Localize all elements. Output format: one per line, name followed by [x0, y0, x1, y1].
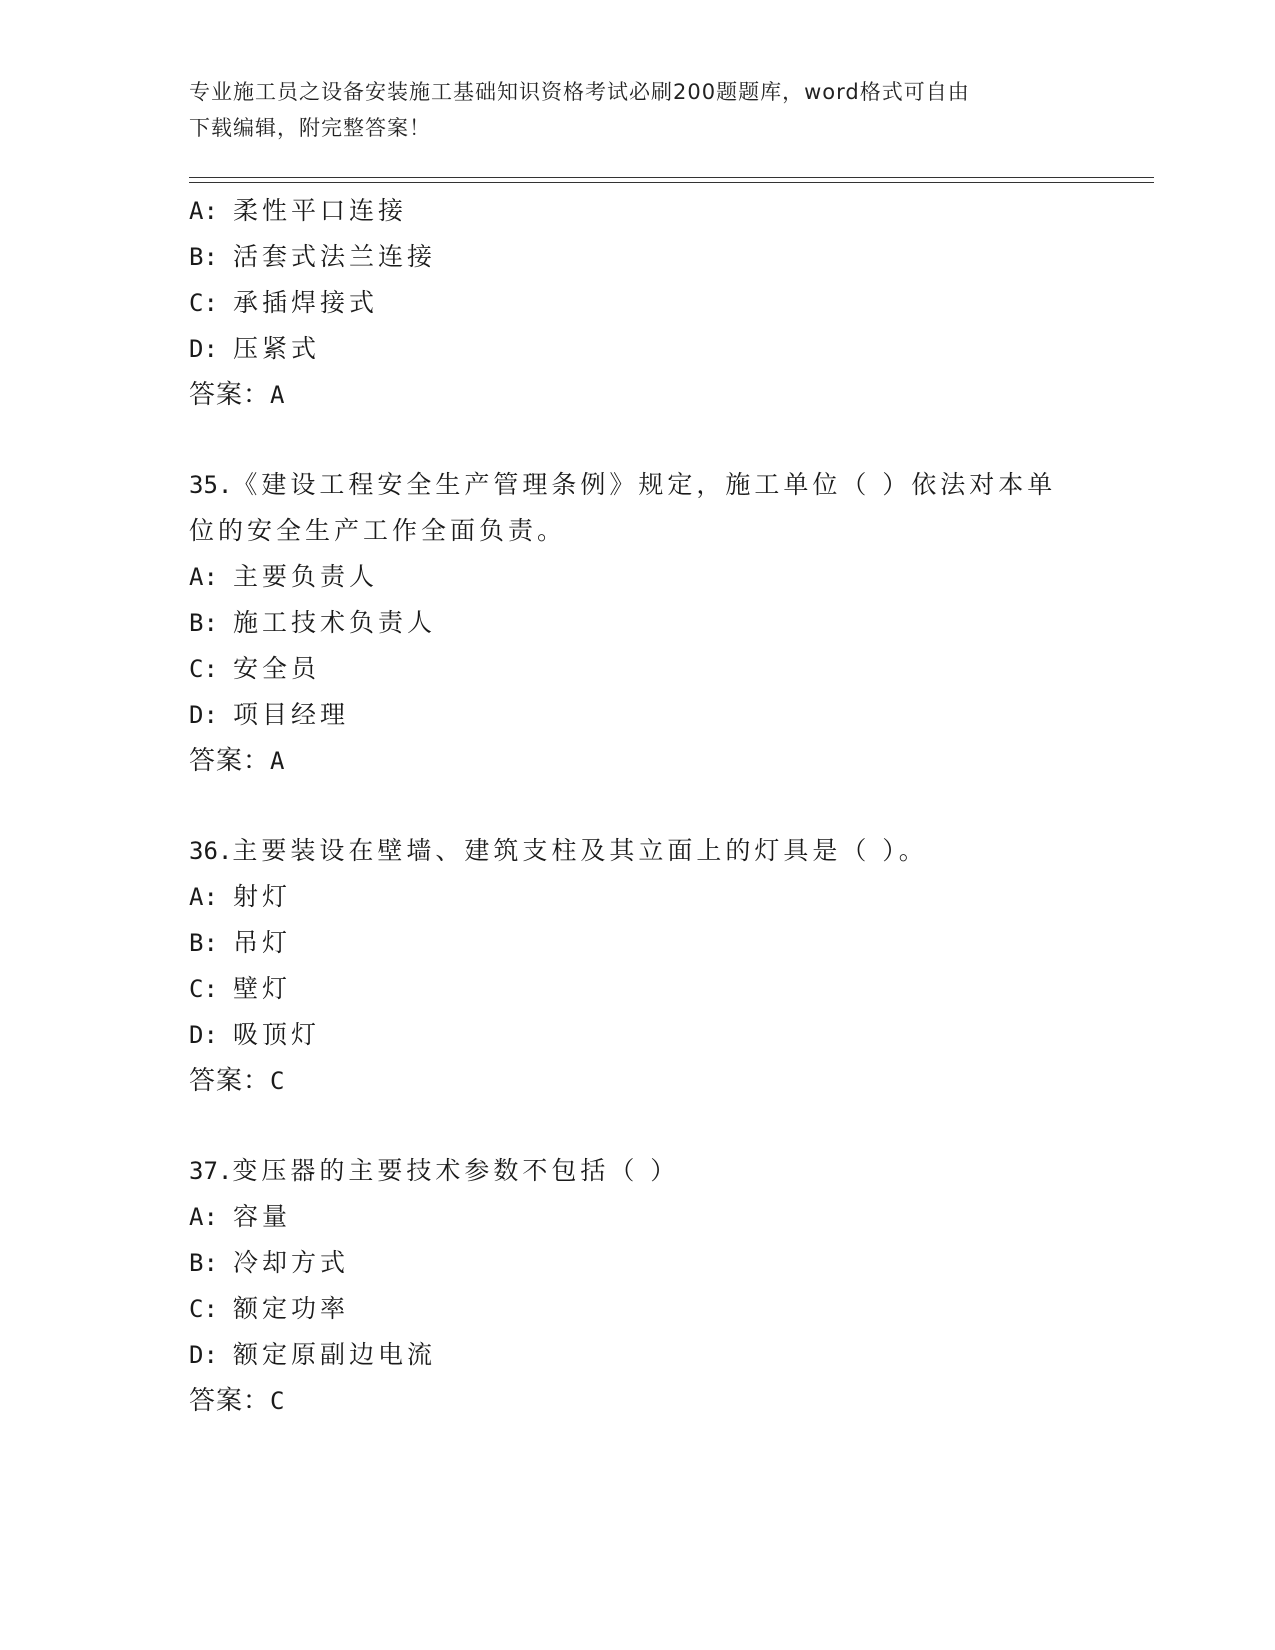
answer-label: 答案：: [189, 746, 271, 776]
option-text: 吊灯: [233, 928, 292, 957]
document-header: [189, 74, 1089, 146]
option-text: 额定功率: [233, 1294, 350, 1323]
option-a: [189, 554, 1089, 600]
option-text: 承插焊接式: [233, 288, 379, 317]
option-text: 额定原副边电流: [233, 1340, 437, 1369]
question-stem: [189, 828, 1089, 874]
option-text: 安全员: [233, 654, 321, 683]
option-text: 吸顶灯: [233, 1020, 321, 1049]
option-letter: C:: [189, 1295, 218, 1323]
option-a: [189, 188, 1089, 234]
question-stem-line-2: 位的安全生产工作全面负责。: [189, 516, 567, 545]
answer-value: A: [270, 381, 286, 409]
option-d: [189, 692, 1089, 738]
answer-label: 答案：: [189, 1386, 271, 1416]
option-letter: B:: [189, 243, 218, 271]
option-text: 柔性平口连接: [233, 196, 408, 225]
question-number: 37.: [189, 1157, 233, 1185]
option-letter: A:: [189, 883, 218, 911]
option-b: [189, 1240, 1089, 1286]
option-text: 主要负责人: [233, 562, 379, 591]
answer-line: [189, 738, 1089, 784]
option-letter: D:: [189, 335, 218, 363]
option-c: [189, 966, 1089, 1012]
option-text: 活套式法兰连接: [233, 242, 437, 271]
answer-line: [189, 1058, 1089, 1104]
option-text: 压紧式: [233, 334, 321, 363]
question-block-37: [189, 1148, 1089, 1424]
option-d: [189, 1012, 1089, 1058]
question-stem-line-1: 《建设工程安全生产管理条例》规定，施工单位（ ）依法对本单: [232, 470, 1057, 499]
option-text: 壁灯: [233, 974, 292, 1003]
option-b: [189, 234, 1089, 280]
option-letter: A:: [189, 563, 218, 591]
option-c: [189, 1286, 1089, 1332]
option-letter: D:: [189, 701, 218, 729]
option-text: 射灯: [233, 882, 292, 911]
header-line-2: 下载编辑，附完整答案！: [189, 116, 431, 140]
option-d: [189, 326, 1089, 372]
option-text: 容量: [233, 1202, 292, 1231]
option-letter: A:: [189, 197, 218, 225]
header-line-1: 专业施工员之设备安装施工基础知识资格考试必刷200题题库，word格式可自由: [189, 80, 970, 104]
question-block-36: [189, 828, 1089, 1104]
option-b: [189, 920, 1089, 966]
option-letter: D:: [189, 1021, 218, 1049]
option-letter: A:: [189, 1203, 218, 1231]
answer-label: 答案：: [189, 380, 271, 410]
option-text: 施工技术负责人: [233, 608, 437, 637]
option-letter: C:: [189, 975, 218, 1003]
answer-line: [189, 372, 1089, 418]
question-block-35: [189, 462, 1089, 784]
header-divider-top: [189, 177, 1154, 178]
option-a: [189, 874, 1089, 920]
question-number: 36.: [189, 837, 233, 865]
question-list: [189, 188, 1089, 1424]
option-letter: B:: [189, 1249, 218, 1277]
question-stem: [189, 462, 1089, 508]
question-number: 35.: [189, 471, 233, 499]
option-text: 冷却方式: [233, 1248, 350, 1277]
question-block-34: [189, 188, 1089, 418]
option-letter: B:: [189, 929, 218, 957]
option-letter: D:: [189, 1341, 218, 1369]
option-c: [189, 280, 1089, 326]
option-a: [189, 1194, 1089, 1240]
answer-line: [189, 1378, 1089, 1424]
option-text: 项目经理: [233, 700, 350, 729]
answer-label: 答案：: [189, 1066, 271, 1096]
option-letter: B:: [189, 609, 218, 637]
option-letter: C:: [189, 289, 218, 317]
question-stem: [189, 1148, 1089, 1194]
option-letter: C:: [189, 655, 218, 683]
header-divider-bottom: [189, 182, 1154, 183]
option-d: [189, 1332, 1089, 1378]
answer-value: C: [270, 1067, 286, 1095]
answer-value: C: [270, 1387, 286, 1415]
answer-value: A: [270, 747, 286, 775]
question-stem-line-1: 变压器的主要技术参数不包括（ ）: [232, 1156, 680, 1185]
question-stem-line-1: 主要装设在壁墙、建筑支柱及其立面上的灯具是（ ）。: [232, 836, 928, 865]
option-c: [189, 646, 1089, 692]
option-b: [189, 600, 1089, 646]
